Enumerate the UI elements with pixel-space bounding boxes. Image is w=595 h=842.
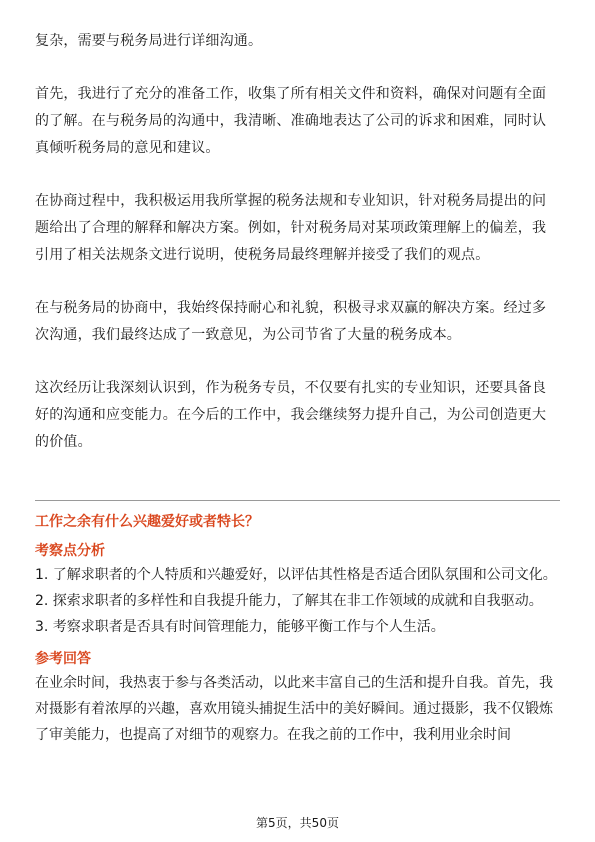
question-title: 工作之余有什么兴趣爱好或者特长？	[35, 514, 259, 530]
paragraph-negotiation: 在协商过程中，我积极运用我所掌握的税务法规和专业知识，针对税务局提出的问题给出了合理的解释和解决方案。例如，针对税务局对某项政策理解上的偏差，我引用了相关法规条文进行说明，使税务局最终理解并接受了我们的观点。	[35, 193, 547, 263]
section-divider	[35, 500, 560, 501]
paragraph-preparation: 首先，我进行了充分的准备工作，收集了所有相关文件和资料，确保对问题有全面的了解。在与税务局的沟通中，我清晰、准确地表达了公司的诉求和困难，同时认真倾听税务局的意见和建议。	[35, 86, 547, 156]
analysis-item-1: 1. 了解求职者的个人特质和兴趣爱好，以评估其性格是否适合团队氛围和公司文化。	[35, 567, 557, 583]
answer-heading: 参考回答	[35, 651, 91, 667]
answer-text: 在业余时间，我热衷于参与各类活动，以此来丰富自己的生活和提升自我。首先，我对摄影有着浓厚的兴趣，喜欢用镜头捕捉生活中的美好瞬间。通过摄影，我不仅锻炼了审美能力，也提高了对细节的观察力。在我之前的工作中，我利用业余时间	[35, 675, 553, 743]
paragraph-patience: 在与税务局的协商中，我始终保持耐心和礼貌，积极寻求双赢的解决方案。经过多次沟通，我们最终达成了一致意见，为公司节省了大量的税务成本。	[35, 300, 547, 343]
analysis-item-3: 3. 考察求职者是否具有时间管理能力，能够平衡工作与个人生活。	[35, 619, 445, 635]
analysis-heading: 考察点分析	[35, 543, 105, 559]
page-number: 第5页，共50页	[256, 816, 339, 830]
paragraph-reflection: 这次经历让我深刻认识到，作为税务专员，不仅要有扎实的专业知识，还要具备良好的沟通和应变能力。在今后的工作中，我会继续努力提升自己，为公司创造更大的价值。	[35, 380, 547, 450]
paragraph-continuation: 复杂，需要与税务局进行详细沟通。	[35, 33, 263, 49]
analysis-item-2: 2. 探索求职者的多样性和自我提升能力，了解其在非工作领域的成就和自我驱动。	[35, 593, 543, 609]
body-section	[35, 28, 560, 456]
question-section	[35, 510, 560, 748]
